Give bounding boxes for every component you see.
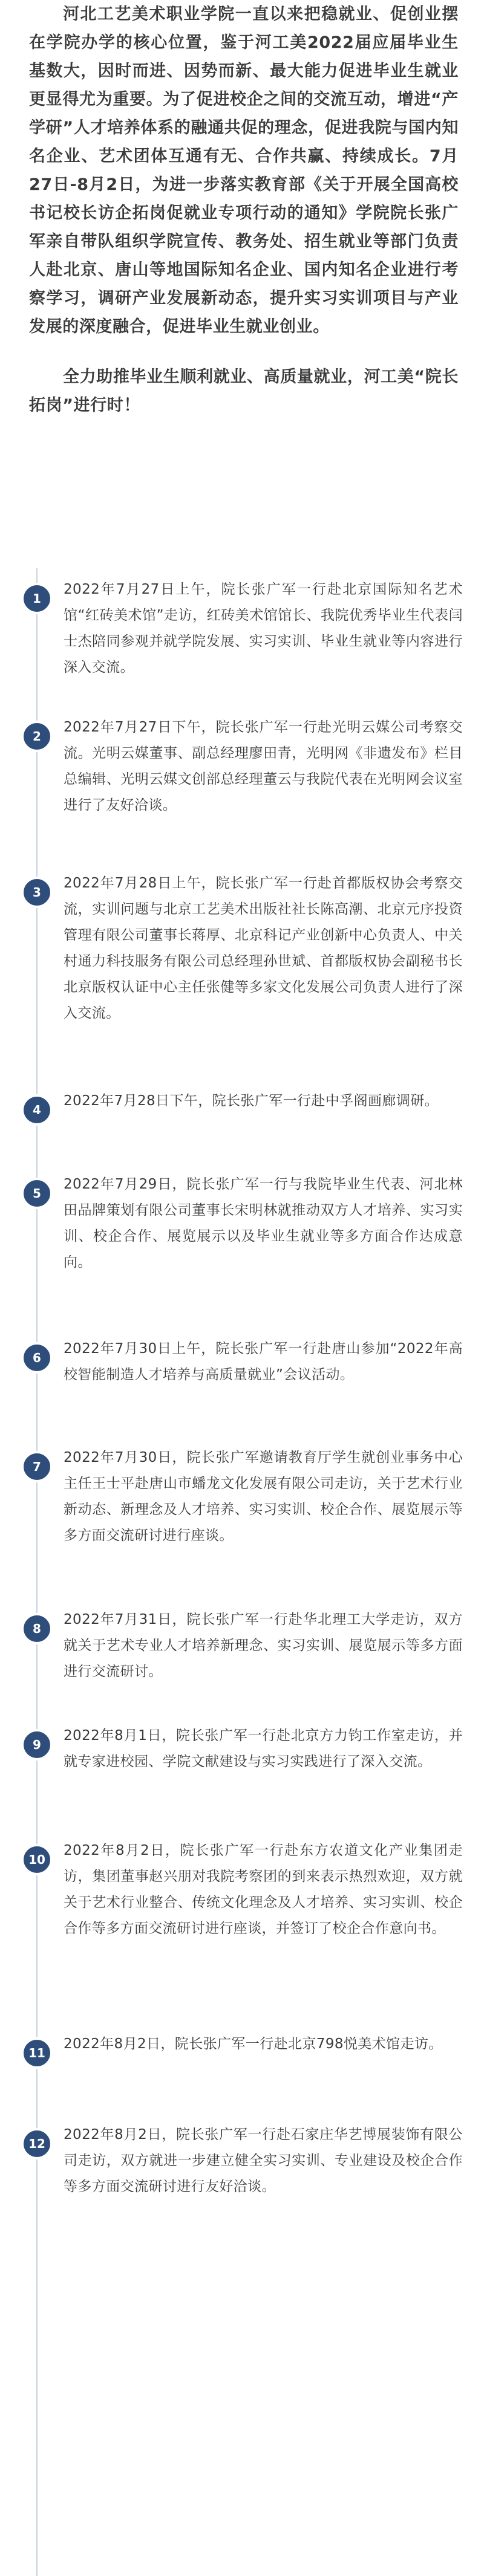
event-text: 2022年8月1日，院长张广军一行赴北京方力钧工作室走访，并就专家进校园、学院文献建设与实习实践进行了深入交流。 — [64, 1728, 463, 1770]
event-number-badge: 10 — [21, 1844, 53, 1875]
event-text: 2022年7月31日，院长张广军一行赴华北理工大学走访，双方就关于艺术专业人才培养新理念、实习实训、展览展示等多方面进行交流研讨。 — [64, 1612, 463, 1679]
event-text: 2022年7月30日，院长张广军邀请教育厅学生就创业事务中心主任王士平赴唐山市蟠龙文化发展有限公司走访，关于艺术行业新动态、新理念及人才培养、实习实训、校企合作、展览展示等多方面交流研讨进行座谈。 — [64, 1450, 463, 1543]
event-number-badge: 1 — [21, 583, 53, 614]
event-text: 2022年7月28日上午，院长张广军一行赴首都版权协会考察交流，实训问题与北京工艺美术出版社社长陈高潮、北京元序投资管理有限公司董事长蒋厚、北京科记产业创新中心负责人、中关村通力科技服务有限公司总经理孙世斌、首都版权协会副秘书长北京版权认证中心主任张健等多家文化发展公司负责人进行了深入交流。 — [64, 875, 463, 1021]
event-number-badge: 6 — [21, 1342, 53, 1374]
event-number-badge: 4 — [21, 1094, 53, 1126]
event-number-badge: 8 — [21, 1613, 53, 1644]
event-number-badge: 7 — [21, 1451, 53, 1482]
event-text: 2022年7月27日上午，院长张广军一行赴北京国际知名艺术馆“红砖美术馆”走访，红砖美术馆馆长、我院优秀毕业生代表闫士杰陪同参观并就学院发展、实习实训、毕业生就业等内容进行深入交流。 — [64, 582, 463, 675]
event-text: 2022年7月27日下午，院长张广军一行赴光明云媒公司考察交流。光明云媒董事、副总经理廖田青，光明网《非遗发布》栏目总编辑、光明云媒文创部总经理董云与我院代表在光明网会议室进行了友好洽谈。 — [64, 719, 463, 813]
intro-section — [29, 0, 459, 420]
event-number-badge: 12 — [21, 2128, 53, 2159]
event-number-badge: 3 — [21, 877, 53, 908]
event-text: 2022年7月28日下午，院长张广军一行赴中孚阁画廊调研。 — [64, 1093, 439, 1109]
intro-paragraph: 河北工艺美术职业学院一直以来把稳就业、促创业摆在学院办学的核心位置，鉴于河工美2022届应届毕业生基数大，因时而进、因势而新、最大能力促进毕业生就业更显得尤为重要。为了促进校企之间的交流互动，增进“产学研”人才培养体系的融通共促的理念，促进我院与国内知名企业、艺术团体互通有无、合作共赢、持续成长。7月27日-8月2日，为进一步落实教育部《关于开展全国高校书记校长访企拓岗促就业专项行动的通知》学院院长张广军亲自带队组织学院宣传、教务处、招生就业等部门负责人赴北京、唐山等地国际知名企业、国内知名企业进行考察学习，调研产业发展新动态，提升实习实训项目与产业发展的深度融合，促进毕业生就业创业。 — [29, 5, 459, 336]
event-number-badge: 2 — [21, 721, 53, 752]
event-text: 2022年7月29日，院长张广军一行与我院毕业生代表、河北林田品牌策划有限公司董事长宋明林就推动双方人才培养、实习实训、校企合作、展览展示以及毕业生就业等多方面合作达成意向。 — [64, 1176, 463, 1270]
event-text: 2022年8月2日，院长张广军一行赴东方农道文化产业集团走访，集团董事赵兴朋对我院考察团的到来表示热烈欢迎，双方就关于艺术行业整合、传统文化理念及人才培养、实习实训、校企合作等多方面交流研讨进行座谈，并签订了校企合作意向书。 — [64, 1843, 463, 1936]
timeline — [0, 568, 484, 2576]
event-number-badge: 11 — [21, 2037, 53, 2069]
event-text: 2022年7月30日上午，院长张广军一行赴唐山参加“2022年高校智能制造人才培养与高质量就业”会议活动。 — [64, 1341, 463, 1383]
event-number-badge: 9 — [21, 1729, 53, 1760]
event-text: 2022年8月2日，院长张广军一行赴北京798悦美术馆走访。 — [64, 2036, 443, 2052]
timeline-line — [36, 568, 38, 2576]
intro-slogan: 全力助推毕业生顺利就业、高质量就业，河工美“院长拓岗”进行时！ — [29, 368, 459, 415]
event-number-badge: 5 — [21, 1178, 53, 1209]
event-text: 2022年8月2日，院长张广军一行赴石家庄华艺博展装饰有限公司走访，双方就进一步建立健全实习实训、专业建设及校企合作等多方面交流研讨进行友好洽谈。 — [64, 2127, 463, 2195]
